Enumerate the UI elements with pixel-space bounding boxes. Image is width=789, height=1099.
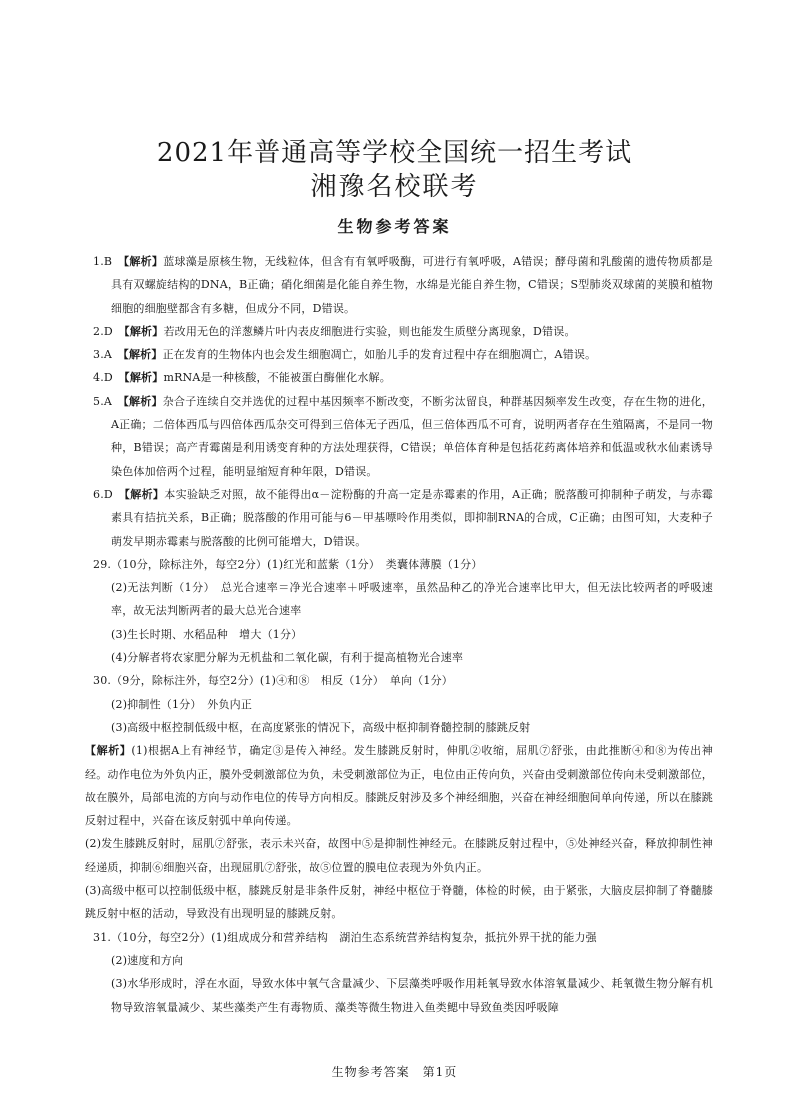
answer-q31-line3: (3)水华形成时，浮在水面，导致水体中氧气含量减少、下层藻类呼吸作用耗氧导致水体溶氧量减少、耗氧微生物分解有机物导致溶氧量减少、某些藻类产生有毒物质、藻类等微生物进入鱼类鳃中导致鱼类因呼吸障 <box>111 977 713 1014</box>
answer-q29-line2: (2)无法判断（1分） 总光合速率＝净光合速率＋呼吸速率，虽然品种乙的净光合速率比甲大，但无法比较两者的呼吸速率，故无法判断两者的最大总光合速率 <box>111 581 713 618</box>
analysis-tag: 【解析】 <box>123 348 163 362</box>
answer-q3 <box>93 343 713 366</box>
answer-text: 若改用无色的洋葱鳞片叶内表皮细胞进行实验，则也能发生质壁分离现象，D错误。 <box>163 324 576 338</box>
analysis-tag: 【解析】 <box>124 324 164 338</box>
answer-q30-analysis3: (3)高级中枢可以控制低级中枢，膝跳反射是非条件反射，神经中枢位于脊髓，体检的时候，由于紧张，大脑皮层抑制了脊髓膝跳反射中枢的活动，导致没有出现明显的膝跳反射。 <box>85 884 713 921</box>
section-title: 生物参考答案 <box>337 217 452 236</box>
answer-q4 <box>93 366 713 389</box>
analysis-text: (1)根据A上有神经节，确定③是传入神经。发生膝跳反射时，伸肌②收缩，屈肌⑦舒张，由此推断④和⑧为传出神经。动作电位为外负内正，膜外受刺激部位为负，未受刺激部位为正，电位由正传向负，兴奋由受刺激部位传向未受刺激部位，故在膜外，局部电流的方向与动作电位的传导方向相反。膝跳反射涉及多个神经细胞，兴奋在神经细胞间单向传递，所以在膝跳反射过程中，兴奋在该反射弧中单向传递。 <box>85 744 713 828</box>
answer-q29-line3: (3)生长时期、水稻品种 增大（1分） <box>111 627 303 641</box>
analysis-tag: 【解析】 <box>124 371 164 385</box>
answer-q29-line4: (4)分解者将农家肥分解为无机盐和二氧化碳，有利于提高植物光合速率 <box>111 651 464 665</box>
answer-q6 <box>93 483 713 553</box>
answer-number: 5.A <box>93 394 113 408</box>
answer-text: mRNA是一种核酸，不能被蛋白酶催化水解。 <box>163 371 391 385</box>
answer-q31-line1: 31.（10分，每空2分）(1)组成成分和营养结构 湖泊生态系统营养结构复杂，抵抗外界干扰的能力强 <box>93 930 597 944</box>
answer-q31-line2: (2)速度和方向 <box>111 953 184 967</box>
answer-number: 3.A <box>93 348 113 362</box>
analysis-tag: 【解析】 <box>123 394 163 408</box>
answer-content <box>85 250 713 1019</box>
analysis-tag: 【解析】 <box>85 744 132 758</box>
answer-q30-analysis1 <box>85 739 713 832</box>
answer-q30-line1: 30.（9分，除标注外，每空2分）(1)④和⑧ 相反（1分） 单向（1分） <box>93 674 453 688</box>
answer-q30-line2: (2)抑制性（1分） 外负内正 <box>111 697 253 711</box>
answer-q2 <box>93 320 713 343</box>
answer-number: 1.B <box>93 255 113 268</box>
answer-text: 本实验缺乏对照，故不能得出α－淀粉酶的升高一定是赤霉素的作用，A正确；脱落酸可抑制种子萌发，与赤霉素具有拮抗关系，B正确；脱落酸的作用可能与6－甲基嘌呤作用类似，即抑制RNA的合成，C正确；由图可知，大麦种子萌发早期赤霉素与脱落酸的比例可能增大，D错误。 <box>111 487 713 548</box>
answer-number: 4.D <box>93 371 113 385</box>
answer-q29-line1: 29.（10分，除标注外，每空2分）(1)红光和蓝紫（1分） 类囊体薄膜（1分） <box>93 557 483 571</box>
page-footer: 生物参考答案 第1页 <box>331 1065 458 1079</box>
answer-q30-line3: (3)高级中枢控制低级中枢，在高度紧张的情况下，高级中枢抑制脊髓控制的膝跳反射 <box>111 720 531 734</box>
analysis-tag: 【解析】 <box>123 255 164 268</box>
exam-subtitle-union: 湘豫名校联考 <box>310 172 479 202</box>
answer-number: 2.D <box>93 324 113 338</box>
answer-q1 <box>93 250 713 320</box>
answer-q30-analysis2: (2)发生膝跳反射时，屈肌⑦舒张，表示未兴奋，故图中⑤是抑制性神经元。在膝跳反射过程中，⑤处神经兴奋，释放抑制性神经递质，抑制⑥细胞兴奋，出现屈肌⑦舒张，故⑤位置的膜电位表现为外负内正。 <box>85 837 713 874</box>
answer-q5 <box>93 390 713 483</box>
answer-text: 正在发育的生物体内也会发生细胞凋亡，如胎儿手的发育过程中存在细胞凋亡，A错误。 <box>162 348 597 362</box>
answer-text: 蓝球藻是原核生物，无线粒体，但含有有氧呼吸酶，可进行有氧呼吸，A错误；酵母菌和乳酸菌的遗传物质都是具有双螺旋结构的DNA，B正确；硝化细菌是化能自养生物，水绵是光能自养生物，C错误；S型肺炎双球菌的荚膜和植物细胞的细胞壁都含有多糖，但成分不同，D错误。 <box>111 255 713 315</box>
exam-title: 2021年普通高等学校全国统一招生考试 <box>156 138 633 168</box>
answer-number: 6.D <box>93 487 113 501</box>
answer-text: 杂合子连续自交并选优的过程中基因频率不断改变，不断劣汰留良，种群基因频率发生改变，存在生物的进化，A正确；二倍体西瓜与四倍体西瓜杂交可得到三倍体无子西瓜，但三倍体西瓜不可育，说明两者存在生殖隔离，不是同一物种，B错误；高产青霉菌是利用诱变育种的方法处理获得，C错误；单倍体育种是包括花药离体培养和低温或秋水仙素诱导染色体加倍两个过程，能明显缩短育种年限，D错误。 <box>111 394 713 478</box>
analysis-tag: 【解析】 <box>124 487 165 501</box>
